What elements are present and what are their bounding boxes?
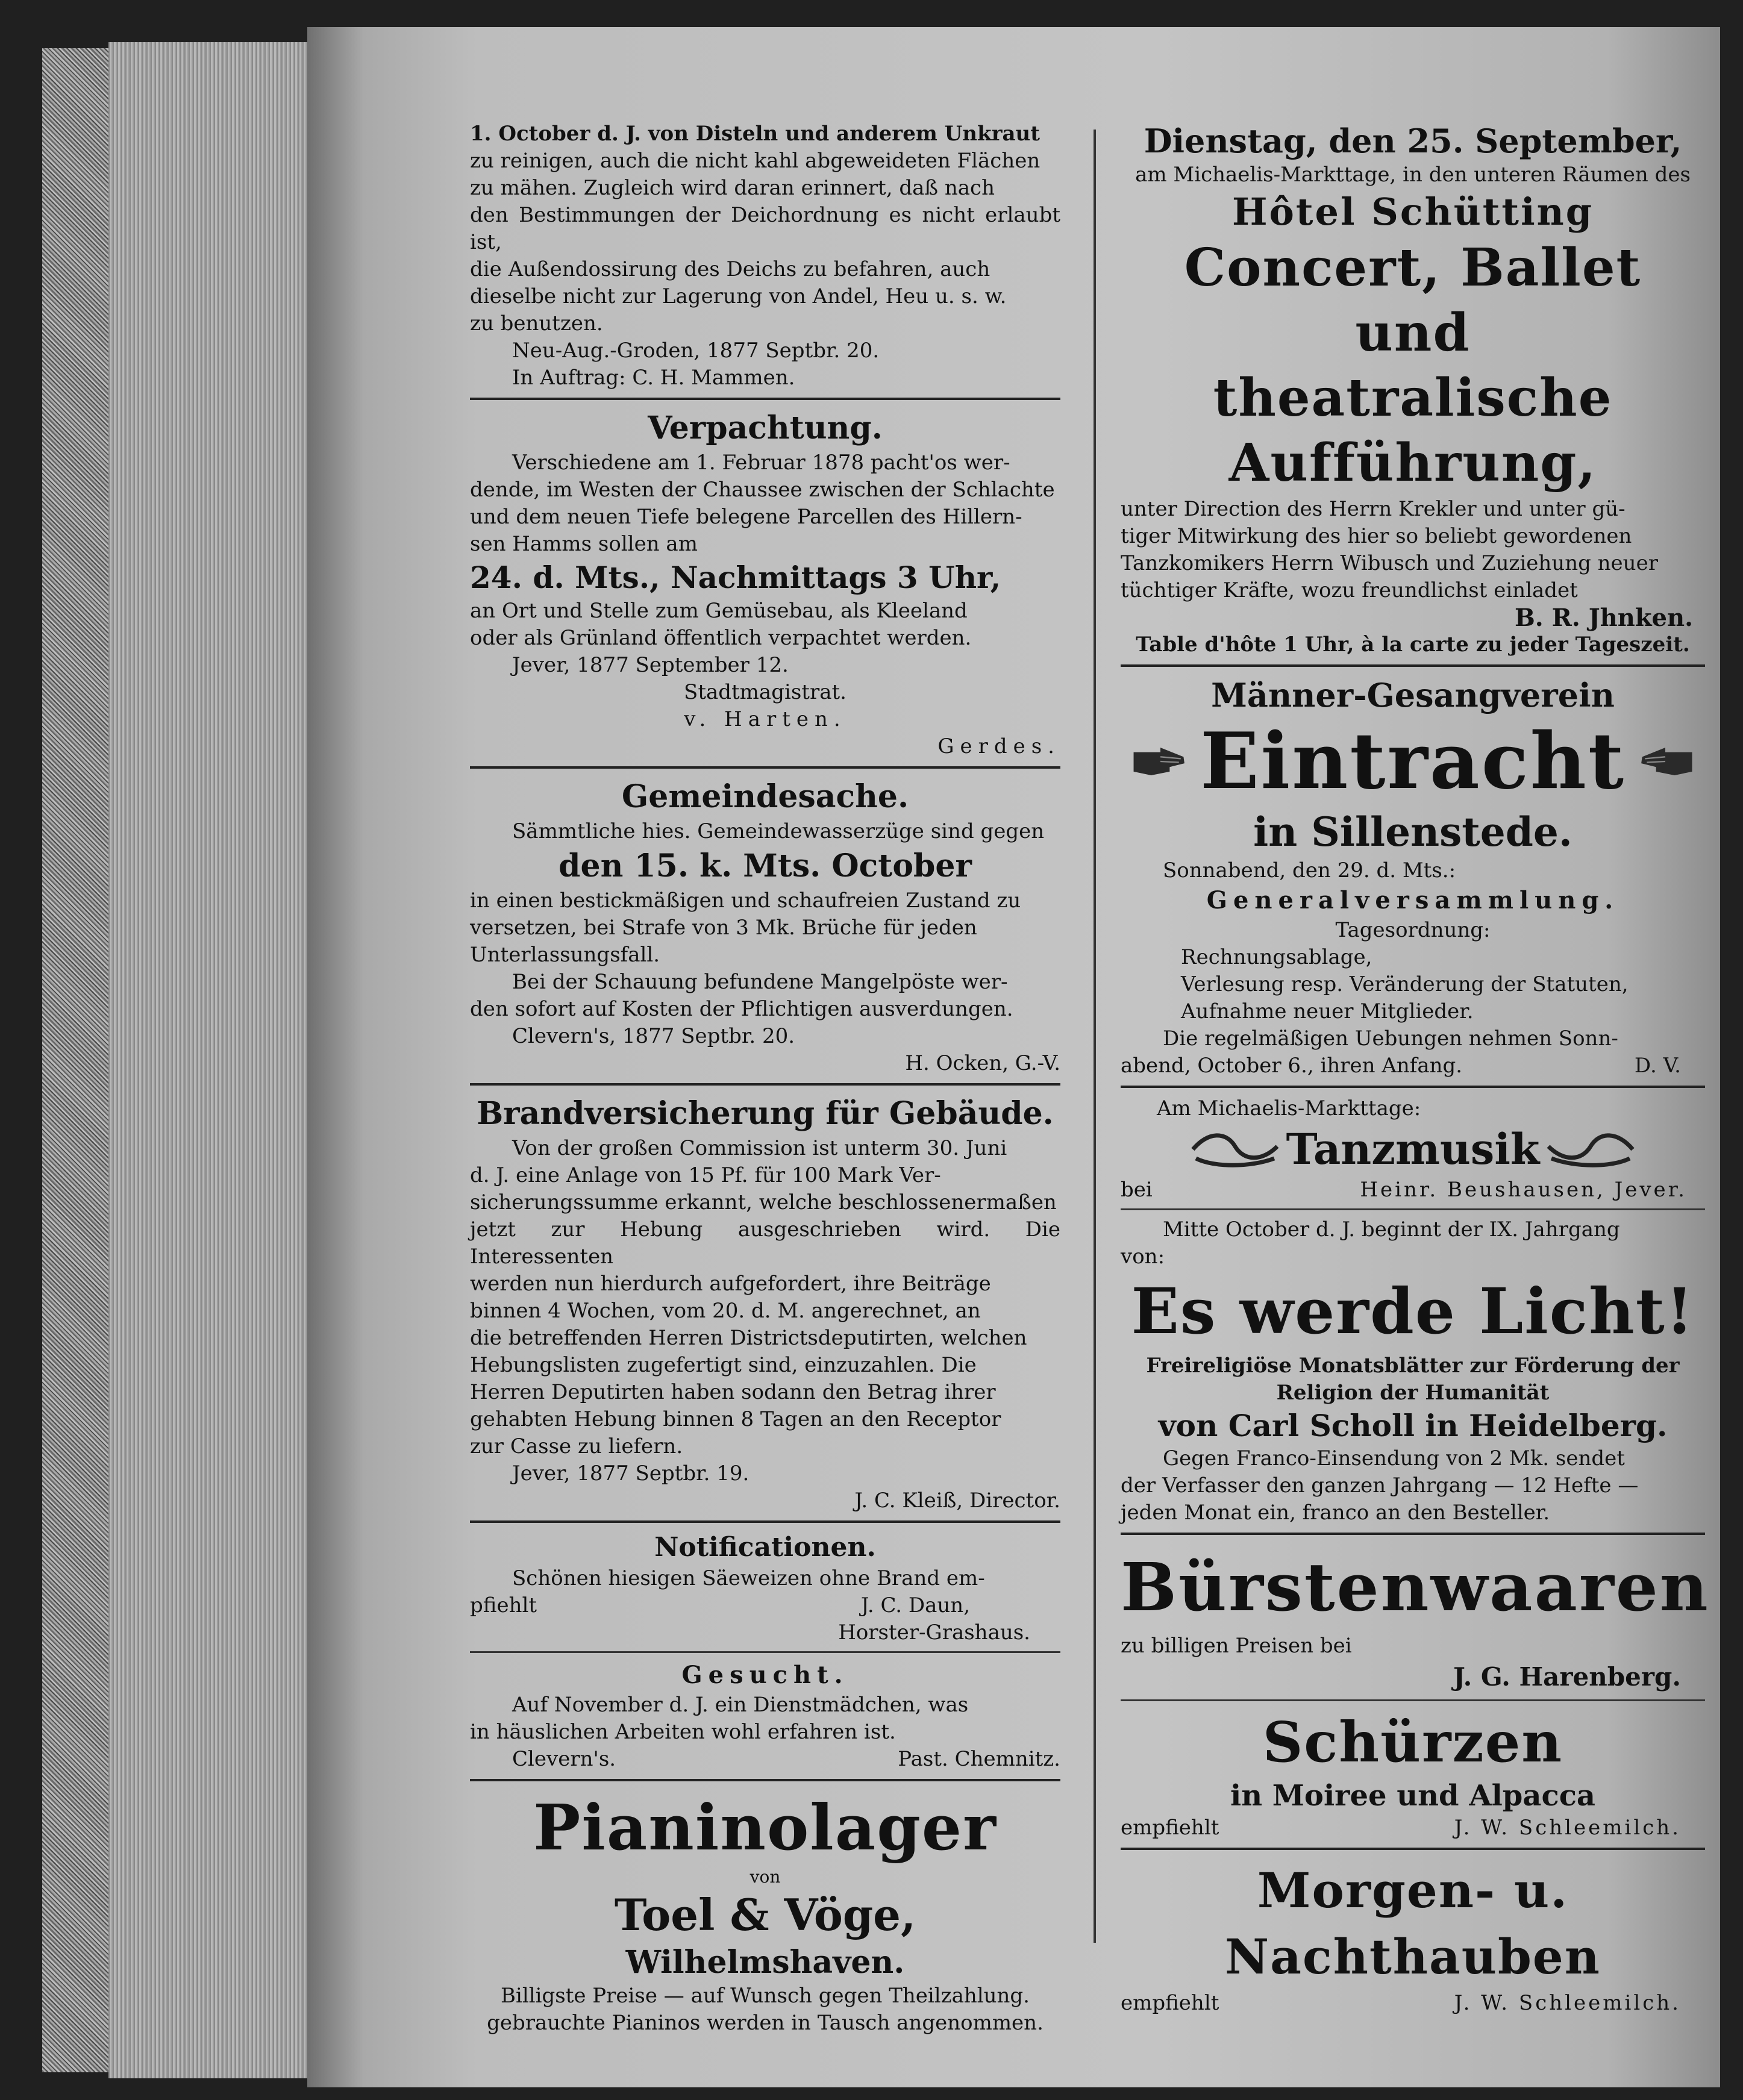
signature: J. W. Schleemilch. [1454, 1816, 1681, 1840]
meeting-title: Generalversammlung. [1206, 886, 1619, 914]
text-line: pfiehlt [470, 1593, 537, 1617]
text-row [1121, 1990, 1705, 2017]
text-line: oder als Grünland öffentlich verpachtet werden. [470, 626, 972, 650]
event-date: Dienstag, den 25. September, [1144, 122, 1682, 160]
text-line: dieselbe nicht zur Lagerung von Andel, Heu u. s. w. [470, 284, 1007, 308]
ad-title: Schürzen [1262, 1710, 1563, 1775]
text-line: gehabten Hebung binnen 8 Tagen an den Receptor [470, 1407, 1001, 1431]
text-line: Auf November d. J. ein Dienstmädchen, was [512, 1693, 969, 1717]
place-date: Neu-Aug.-Groden, 1877 Septbr. 20. [512, 339, 880, 363]
text-line: bei [1121, 1178, 1153, 1202]
agenda-item: Aufnahme neuer Mitglieder. [1181, 999, 1474, 1023]
text-line: Billigste Preise — auf Wunsch gegen Theilzahlung. [501, 1984, 1030, 2008]
text-line: Mitte October d. J. beginnt der IX. Jahrgang [1163, 1217, 1620, 1242]
text-line: zur Casse zu liefern. [470, 1434, 683, 1458]
text-line: zu benutzen. [470, 311, 603, 336]
text-line: in häuslichen Arbeiten wohl erfahren ist. [470, 1720, 896, 1744]
text-line: tiger Mitwirkung des hier so beliebt gewordenen [1121, 524, 1632, 548]
text-line: Table d'hôte 1 Uhr, à la carte zu jeder Tageszeit. [1136, 633, 1690, 657]
ad-title: Eintracht [1200, 716, 1626, 807]
divider [470, 398, 1060, 400]
deadline: den 15. k. Mts. October [559, 848, 972, 884]
text-row [470, 1746, 1060, 1773]
divider [470, 1083, 1060, 1086]
text-line: sicherungssumme erkannt, welche beschlossenermaßen [470, 1190, 1057, 1214]
text-line: von [749, 1867, 781, 1887]
eintracht-ad [1121, 674, 1705, 1080]
divider [1121, 1699, 1705, 1701]
gesucht-notice [470, 1659, 1060, 1773]
place-date: Jever, 1877 Septbr. 19. [512, 1461, 749, 1486]
ad-title: Morgen- u. Nachthauben [1225, 1862, 1601, 1985]
authority: Stadtmagistrat. [684, 680, 846, 704]
signature: J. G. Harenberg. [1453, 1662, 1681, 1692]
signature: Heinr. Beushausen, Jever. [1360, 1178, 1687, 1202]
signature: J. C. Daun, [860, 1593, 970, 1617]
signature: Past. Chemnitz. [898, 1747, 1060, 1771]
text-line: sen Hamms sollen am [470, 532, 698, 556]
notif-notice [470, 1530, 1060, 1646]
agenda-item: Rechnungsablage, [1181, 945, 1372, 969]
text-line: tüchtiger Kräfte, wozu freundlichst einladet [1121, 578, 1578, 602]
ad-title: Tanzmusik [1286, 1124, 1540, 1174]
divider [470, 1779, 1060, 1781]
club-name: Männer-Gesangverein [1211, 676, 1615, 714]
text-line: von: [1121, 1245, 1165, 1269]
text-line: binnen 4 Wochen, vom 20. d. M. angerechnet, an [470, 1299, 981, 1323]
signature: Gerdes. [937, 734, 1060, 758]
signature: D. V. [1634, 1054, 1681, 1078]
text-line: unter Direction des Herrn Krekler und unter gü- [1121, 497, 1626, 521]
ad-title: theatralische Aufführung, [1213, 367, 1613, 493]
text-line: 1. October d. J. von Disteln und anderem Unkraut [470, 122, 1040, 146]
verpachtung-notice [470, 407, 1060, 760]
text-line: Herren Deputirten haben sodann den Betrag ihrer [470, 1380, 996, 1404]
divider [1121, 1208, 1705, 1210]
text-line: Gegen Franco-Einsendung von 2 Mk. sendet [1163, 1446, 1625, 1470]
signature-place: Horster-Grashaus. [838, 1620, 1030, 1645]
gemeinde-notice [470, 776, 1060, 1077]
text-line: Sonnabend, den 29. d. Mts.: [1163, 858, 1456, 883]
text-row [1121, 1814, 1705, 1842]
divider [1121, 1848, 1705, 1850]
place: in Sillenstede. [1253, 808, 1572, 855]
notice-title: Brandversicherung für Gebäude. [477, 1095, 1054, 1132]
text-line: zu billigen Preisen bei [1121, 1634, 1352, 1658]
text-line: Von der großen Commission ist unterm 30. Juni [512, 1136, 1007, 1160]
left-column [470, 120, 1060, 2037]
text-line: die Außendossirung des Deichs zu befahren, auch [470, 257, 990, 281]
notice-title: Notificationen. [654, 1532, 876, 1563]
pointing-hand-right-icon [1133, 737, 1188, 786]
text-line: d. J. eine Anlage von 15 Pf. für 100 Mark Ver- [470, 1163, 941, 1187]
text-line: empfiehlt [1121, 1816, 1219, 1840]
ornament-icon [1545, 1128, 1636, 1170]
text-line: den sofort auf Kosten der Pflichtigen ausverdungen. [470, 997, 1013, 1021]
auction-date: 24. d. Mts., Nachmittags 3 Uhr, [470, 560, 1001, 595]
notice-title: Gesucht. [681, 1661, 849, 1689]
text-line: die betreffenden Herren Districtsdeputirten, welchen [470, 1326, 1027, 1350]
text-line: versetzen, bei Strafe von 3 Mk. Brüche für jeden [470, 916, 977, 940]
right-column [1121, 120, 1710, 2017]
ad-subtitle: in Moiree und Alpacca [1230, 1779, 1596, 1813]
author: von Carl Scholl in Heidelberg. [1158, 1408, 1668, 1443]
signature: J. C. Kleiß, Director. [854, 1489, 1060, 1513]
text-line: Hebungslisten zugefertigt sind, einzuzahlen. Die [470, 1353, 977, 1377]
brand-notice [470, 1093, 1060, 1514]
text-line: Die regelmäßigen Uebungen nehmen Sonn- [1163, 1027, 1618, 1051]
tanz-row [1121, 1122, 1705, 1177]
ad-title: Pianinolager [533, 1790, 997, 1864]
hauben-ad [1121, 1857, 1705, 2017]
place: Clevern's. [512, 1747, 616, 1771]
text-line: Unterlassungsfall. [470, 943, 660, 967]
text-line: jetzt zur Hebung ausgeschrieben wird. Die Interessenten [470, 1217, 1060, 1269]
text-line: Bei der Schauung befundene Mangelpöste wer- [512, 970, 1008, 994]
text-line: Am Michaelis-Markttage: [1157, 1096, 1421, 1120]
ad-title: Es werde Licht! [1131, 1274, 1695, 1348]
divider [470, 766, 1060, 769]
concert-ad [1121, 120, 1705, 658]
schuerzen-ad [1121, 1707, 1705, 1842]
text-row [1121, 1177, 1705, 1204]
text-line: abend, October 6., ihren Anfang. [1121, 1054, 1463, 1078]
divider [1121, 664, 1705, 667]
text-row [470, 1592, 1060, 1619]
text-line: Religion der Humanität [1276, 1381, 1550, 1405]
place-date: Jever, 1877 September 12. [512, 653, 789, 677]
piano-ad [470, 1789, 1060, 2037]
book-fore-edge [42, 48, 111, 2072]
divider [470, 1651, 1060, 1653]
eintracht-row [1121, 716, 1705, 807]
licht-ad [1121, 1216, 1705, 1527]
agenda-item: Verlesung resp. Veränderung der Statuten, [1181, 972, 1629, 996]
page-stack [108, 42, 307, 2078]
text-line: gebrauchte Pianinos werden in Tausch angenommen. [487, 2011, 1044, 2035]
signature: v. Harten. [684, 707, 846, 731]
pointing-hand-left-icon [1638, 737, 1693, 786]
text-line: und dem neuen Tiefe belegene Parcellen des Hillern- [470, 505, 1022, 529]
firm-name: Toel & Vöge, [614, 1889, 916, 1940]
place-date: Clevern's, 1877 Septbr. 20. [512, 1024, 795, 1048]
text-line: am Michaelis-Markttage, in den unteren Räumen des [1135, 163, 1691, 187]
text-line: Freireligiöse Monatsblätter zur Förderung der [1146, 1354, 1680, 1378]
ad-title: Concert, Ballet und [1184, 237, 1642, 363]
text-line: zu reinigen, auch die nicht kahl abgeweideten Flächen [470, 149, 1040, 173]
agenda-label: Tagesordnung: [1335, 918, 1491, 942]
divider [470, 1520, 1060, 1523]
text-line: empfiehlt [1121, 1991, 1219, 2015]
text-line: Schönen hiesigen Säeweizen ohne Brand em- [512, 1566, 985, 1590]
text-line: Tanzkomikers Herrn Wibusch und Zuziehung neuer [1121, 551, 1658, 575]
column-divider [1094, 130, 1096, 1943]
deich-notice [470, 120, 1060, 392]
text-line: zu mähen. Zugleich wird daran erinnert, daß nach [470, 176, 995, 200]
signature: H. Ocken, G.-V. [905, 1051, 1060, 1075]
text-line: der Verfasser den ganzen Jahrgang — 12 Hefte — [1121, 1473, 1639, 1498]
signature: J. W. Schleemilch. [1454, 1991, 1681, 2015]
hotel-name: Hôtel Schütting [1231, 190, 1594, 234]
divider [1121, 1533, 1705, 1535]
tanz-ad [1121, 1095, 1705, 1204]
divider [1121, 1086, 1705, 1088]
firm-city: Wilhelmshaven. [625, 1944, 905, 1981]
buersten-ad [1121, 1542, 1710, 1695]
notice-title: Gemeindesache. [621, 778, 909, 815]
text-line: an Ort und Stelle zum Gemüsebau, als Kleeland [470, 599, 968, 623]
text-line: dende, im Westen der Chaussee zwischen der Schlachte [470, 478, 1055, 502]
text-line: Sämmtliche hies. Gemeindewasserzüge sind gegen [512, 819, 1045, 843]
text-line: werden nun hierdurch aufgefordert, ihre Beiträge [470, 1272, 991, 1296]
text-line: jeden Monat ein, franco an den Besteller. [1121, 1501, 1550, 1525]
text-line: den Bestimmungen der Deichordnung es nicht erlaubt ist, [470, 203, 1060, 254]
text-line: in einen bestickmäßigen und schaufreien Zustand zu [470, 889, 1021, 913]
ad-title: Bürstenwaaren [1121, 1548, 1710, 1626]
text-row [1121, 1052, 1705, 1080]
notice-title: Verpachtung. [648, 410, 883, 446]
text-line: Verschiedene am 1. Februar 1878 pacht'os wer- [512, 451, 1010, 475]
ornament-icon [1190, 1128, 1280, 1170]
signature: In Auftrag: C. H. Mammen. [512, 366, 795, 390]
signature: B. R. Jhnken. [1514, 604, 1693, 632]
